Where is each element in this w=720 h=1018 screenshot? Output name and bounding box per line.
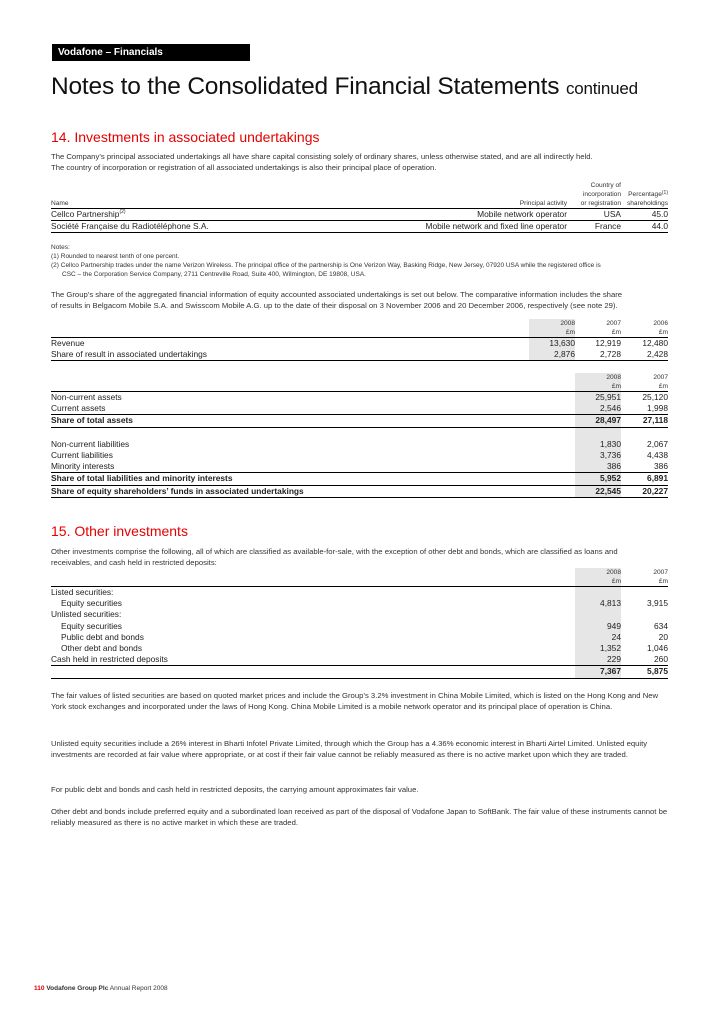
- table-row: Share of result in associated undertakings 2,876 2,728 2,428: [51, 349, 668, 360]
- revenue-table: 2008 2007 2006 £m £m £m Revenue 13,630 12,919 12,480 Share of result in associated undertakings 2,876 2,728 2,428: [51, 320, 668, 360]
- table-row: Listed securities:: [51, 587, 668, 599]
- table-row: Equity securities 949 634: [61, 620, 668, 631]
- section-14-heading: 14. Investments in associated undertakings: [51, 129, 320, 145]
- table-row: Unlisted securities:: [51, 609, 668, 620]
- table-row: Public debt and bonds 24 20: [61, 631, 668, 642]
- unlisted-securities-paragraph: Unlisted equity securities include a 26% interest in Bharti Infotel Private Limited, through which the Group has a 4.36% economic interest in Bharti Airtel Limited. Unlisted equity investments are recorded at fair value where appropriate, or at cost if their fair value cannot be reliably measured as there is no active market upon which they are traded.: [51, 739, 648, 760]
- total-row: 7,367 5,875: [51, 666, 668, 678]
- table-row: Other debt and bonds 1,352 1,046: [61, 643, 668, 654]
- table-row: Revenue 13,630 12,919 12,480: [51, 338, 668, 348]
- section-14-intro: The Company’s principal associated undertakings all have share capital consisting solely of ordinary shares, unless otherwise stated, and are all indirectly held. The country of incorporation or registration of all associated undertakings is also their principal place of operation.: [51, 152, 593, 173]
- section-header-bar: Vodafone – Financials: [52, 44, 250, 61]
- associates-table: Country of incorporation Percentage$^{(1)}$ Name Principal activity or registration shareholdings Cellco Partnership$^{(2)}$ Mobile network operator USA 45.0 Société Française du Radiotéléphone S.A. Mobile network and fixed line operator France 44.0: [51, 182, 668, 232]
- table-row: Share of total liabilities and minority interests 5,952 6,891: [51, 473, 668, 484]
- page-footer: 110 Vodafone Group Plc Annual Report 2008: [34, 985, 168, 992]
- table-row: Minority interests 386 386: [51, 461, 668, 472]
- listed-securities-paragraph: The fair values of listed securities are based on quoted market prices and include the Group’s 3.2% investment in China Mobile Limited, which is listed on the Hong Kong and New York stock exchanges and incorporated under the laws of Hong Kong. China Mobile Limited is a mobile network operator and its principal place of operation is China.: [51, 691, 659, 712]
- page-title: Notes to the Consolidated Financial Statements continued: [51, 73, 638, 100]
- other-debt-paragraph: Other debt and bonds include preferred equity and a subordinated loan received as part of the disposal of Vodafone Japan to SoftBank. The fair value of these instruments cannot be reliably measured as there is no active market in which these are traded.: [51, 807, 668, 828]
- table-row: Share of total assets 28,497 27,118: [51, 415, 668, 426]
- table-row: Non-current assets 25,951 25,120: [51, 392, 668, 402]
- table-row: Equity securities 4,813 3,915: [61, 598, 668, 609]
- section-15-intro: Other investments comprise the following, all of which are classified as available-for-sale, with the exception of other debt and bonds, which are classified as loans and receivables, and cash held in restricted deposits:: [51, 547, 618, 568]
- associates-notes: Notes: (1) Rounded to nearest tenth of one percent. (2) Cellco Partnership trades under the name Verizon Wireless. The principal office of the partnership is One Verizon Way, Basking Ridge, New Jersey, 07920 USA while the registered office is CSC – the Corporation Service Company, 2711 Centreville Road, Suite 400, Wilmington, DE 19808, USA.: [51, 244, 601, 278]
- share-info-paragraph: The Group’s share of the aggregated financial information of equity accounted associated undertakings is set out below. The comparative information includes the share of results in Belgacom Mobile S.A. and Swisscom Mobile A.G. up to the date of their disposal on 3 November 2006 and 20 December 2006, respectively (see note 29).: [51, 290, 623, 311]
- table-row: Share of equity shareholders’ funds in associated undertakings 22,545 20,227: [51, 485, 668, 496]
- section-15-heading: 15. Other investments: [51, 523, 188, 539]
- table-row: Non-current liabilities 1,830 2,067: [51, 438, 668, 449]
- table-row: Cellco Partnership$^{(2)}$ Mobile network operator USA 45.0: [51, 209, 668, 219]
- table-row: Current assets 2,546 1,998: [51, 403, 668, 414]
- other-investments-table: 2008 2007 £m £m Listed securities: Equity securities 4,813 3,915 Unlisted securities: Equity securities 949 634 Public debt and bonds 24 20 Other debt and bonds 1,352 1,046 Cash held in restricted deposits 229 260 7,367 5,875: [51, 569, 668, 677]
- table-row: Société Française du Radiotéléphone S.A. Mobile network and fixed line operator France 44.0: [51, 221, 668, 232]
- table-row: Current liabilities 3,736 4,438: [51, 450, 668, 460]
- table-row: Cash held in restricted deposits 229 260: [51, 654, 668, 665]
- carrying-amount-paragraph: For public debt and bonds and cash held in restricted deposits, the carrying amount approximates fair value.: [51, 785, 419, 794]
- assets-table: 2008 2007 £m £m Non-current assets 25,951 25,120 Current assets 2,546 1,998 Share of total assets 28,497 27,118 Non-current liabilities 1,830 2,067 Current liabilities 3,736 4,438 Minority interests 386 386 Share of total liabilities and minority interests 5,952 6,891 Share of equity shareholders’ funds in associated undertakings 22,545 20,227: [51, 374, 668, 496]
